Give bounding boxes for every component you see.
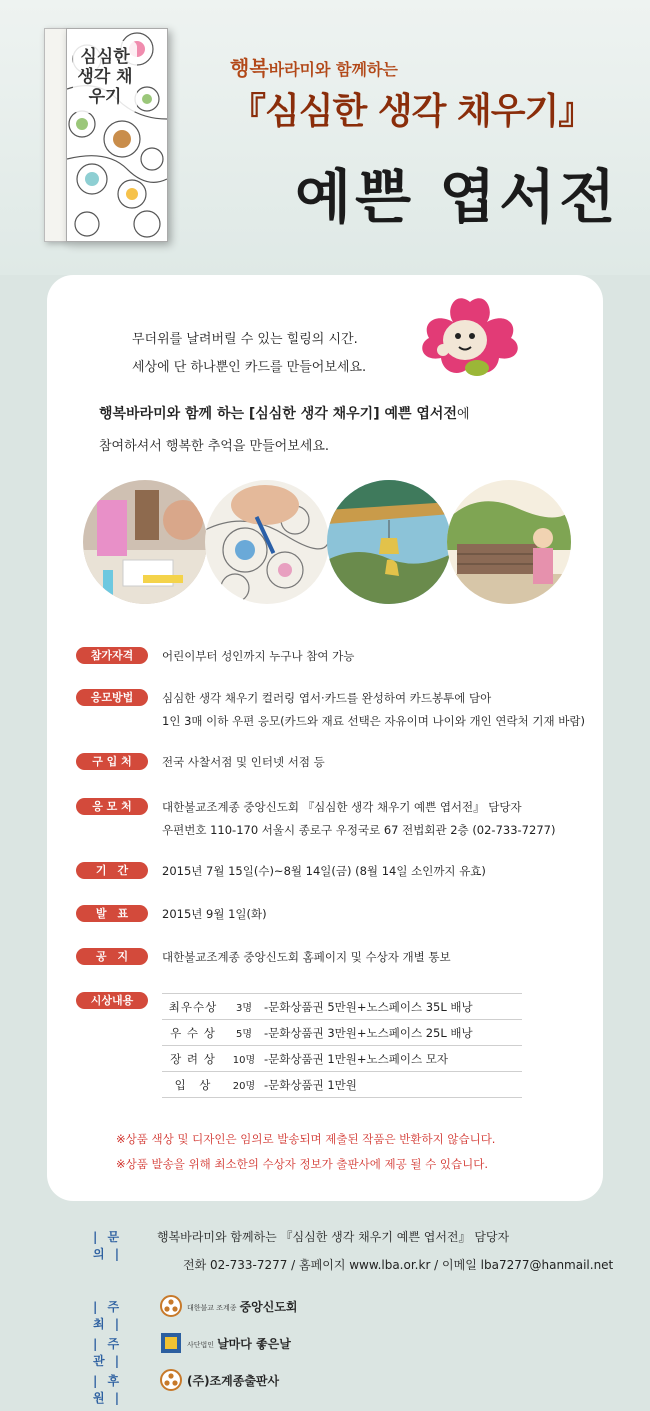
table-row [162,994,522,1020]
intro-line: 세상에 단 하나뿐인 카드를 만들어보세요. [132,360,367,375]
event-name: 행복바라미와 함께 하는 [심심한 생각 채우기] 예쁜 엽서전 [99,406,457,422]
host-name [187,1298,298,1315]
contact-details: 전화 02-733-7277 / 홈페이지 www.lba.or.kr / 이메일 lba7277@hanmail.net [183,1258,614,1272]
prize-name: 장 려 상 [162,1046,224,1072]
book-front [66,28,168,242]
info-value: 2015년 9월 1일(화) [162,907,267,921]
organizer-name [187,1335,291,1352]
label-badge: 공 지 [76,948,148,965]
intro-text-1 [132,326,366,382]
table-row [162,1046,522,1072]
book-spine [44,28,68,242]
book-cover-image [44,28,166,240]
prize-table [162,993,522,1098]
jogye-publishing-logo-icon [160,1369,182,1391]
prize-count: 3명 [224,994,264,1020]
label-badge: 참가자격 [76,647,148,664]
lotus-mascot-icon [415,292,525,384]
notice-line: ※상품 발송을 위해 최소한의 수상자 정보가 출판사에 제공 될 수 있습니다. [116,1157,489,1171]
info-value: 대한불교조계종 중앙신도회 『심심한 생각 채우기 예쁜 엽서전』 담당자 [162,800,522,814]
prize-desc: -문화상품권 3만원+노스페이스 25L 배낭 [264,1020,522,1046]
label-badge: 발 표 [76,905,148,922]
header-subtitle [230,52,398,81]
jogye-order-logo-icon [160,1295,182,1317]
intro-text-2 [99,398,470,463]
photo-children-coloring [83,480,207,604]
intro-line: 무더위를 날려버릴 수 있는 힐링의 시간. [132,332,358,347]
table-row [162,1020,522,1046]
prize-name: 입 상 [162,1072,224,1098]
subtitle-bold: 행복 [230,56,269,80]
label-badge: 응 모 처 [76,798,148,815]
prize-desc: -문화상품권 1만원+노스페이스 모자 [264,1046,522,1072]
host-small: 대한불교 조계종 [187,1303,237,1312]
notice-line: ※상품 색상 및 디자인은 임의로 발송되며 제출된 작품은 반환하지 않습니다. [116,1132,496,1146]
prize-name: 우 수 상 [162,1020,224,1046]
sponsor-name: (주)조계종출판사 [187,1374,280,1388]
info-value: 대한불교조계종 중앙신도회 홈페이지 및 수상자 개별 통보 [162,950,451,964]
prize-name: 최우수상 [162,994,224,1020]
intro-line [99,398,470,431]
photo-temple-bell-drawing [327,480,451,604]
info-value: 어린이부터 성인까지 누구나 참여 가능 [162,649,355,663]
host-org: 중앙신도회 [239,1300,298,1314]
main-title: 『심심한 생각 채우기』 [230,90,594,132]
footer-label-organizer: | 주 관 | [93,1337,123,1368]
table-row [162,1072,522,1098]
book-cover-title: 심심한 생각 채우기 [73,41,137,113]
info-value: 심심한 생각 채우기 컬러링 엽서·카드를 완성하여 카드봉투에 담아 [162,691,492,705]
footer-label-host: | 주 최 | [93,1300,123,1331]
contact-line: 행복바라미와 함께하는 『심심한 생각 채우기 예쁜 엽서전』 담당자 [157,1230,510,1244]
prize-desc: -문화상품권 5만원+노스페이스 35L 배낭 [264,994,522,1020]
label-badge: 시상내용 [76,992,148,1009]
info-value: 우편번호 110-170 서울시 종로구 우정국로 67 전법회관 2층 (02-733-7277) [162,823,556,837]
intro-suffix: 에 [456,407,470,422]
info-value: 1인 3매 이하 우편 응모(카드와 재료 선택은 자유이며 나이와 개인 연락처 기재 바람) [162,714,585,728]
subtitle-small: 바라미와 함께하는 [268,60,398,79]
intro-line: 참여하셔서 행복한 추억을 만들어보세요. [99,439,330,454]
nalmada-logo-icon [160,1332,182,1354]
organizer-small: 사단법인 [187,1340,215,1349]
prize-desc: -문화상품권 1만원 [264,1072,522,1098]
big-title: 예쁜 엽서전 [295,163,620,231]
prize-count: 20명 [224,1072,264,1098]
info-value: 2015년 7월 15일(수)~8월 14일(금) (8월 14일 소인까지 유효) [162,864,486,878]
footer-label-contact: | 문 의 | [93,1230,123,1261]
label-badge: 기 간 [76,862,148,879]
prize-count: 5명 [224,1020,264,1046]
photo-garden-figure-drawing [447,480,571,604]
label-badge: 응모방법 [76,689,148,706]
label-badge: 구 입 처 [76,753,148,770]
info-value: 전국 사찰서점 및 인터넷 서점 등 [162,755,325,769]
organizer-org: 날마다 좋은날 [217,1337,291,1351]
prize-count: 10명 [224,1046,264,1072]
photo-hand-coloring [205,480,329,604]
footer-label-sponsor: | 후 원 | [93,1374,123,1405]
